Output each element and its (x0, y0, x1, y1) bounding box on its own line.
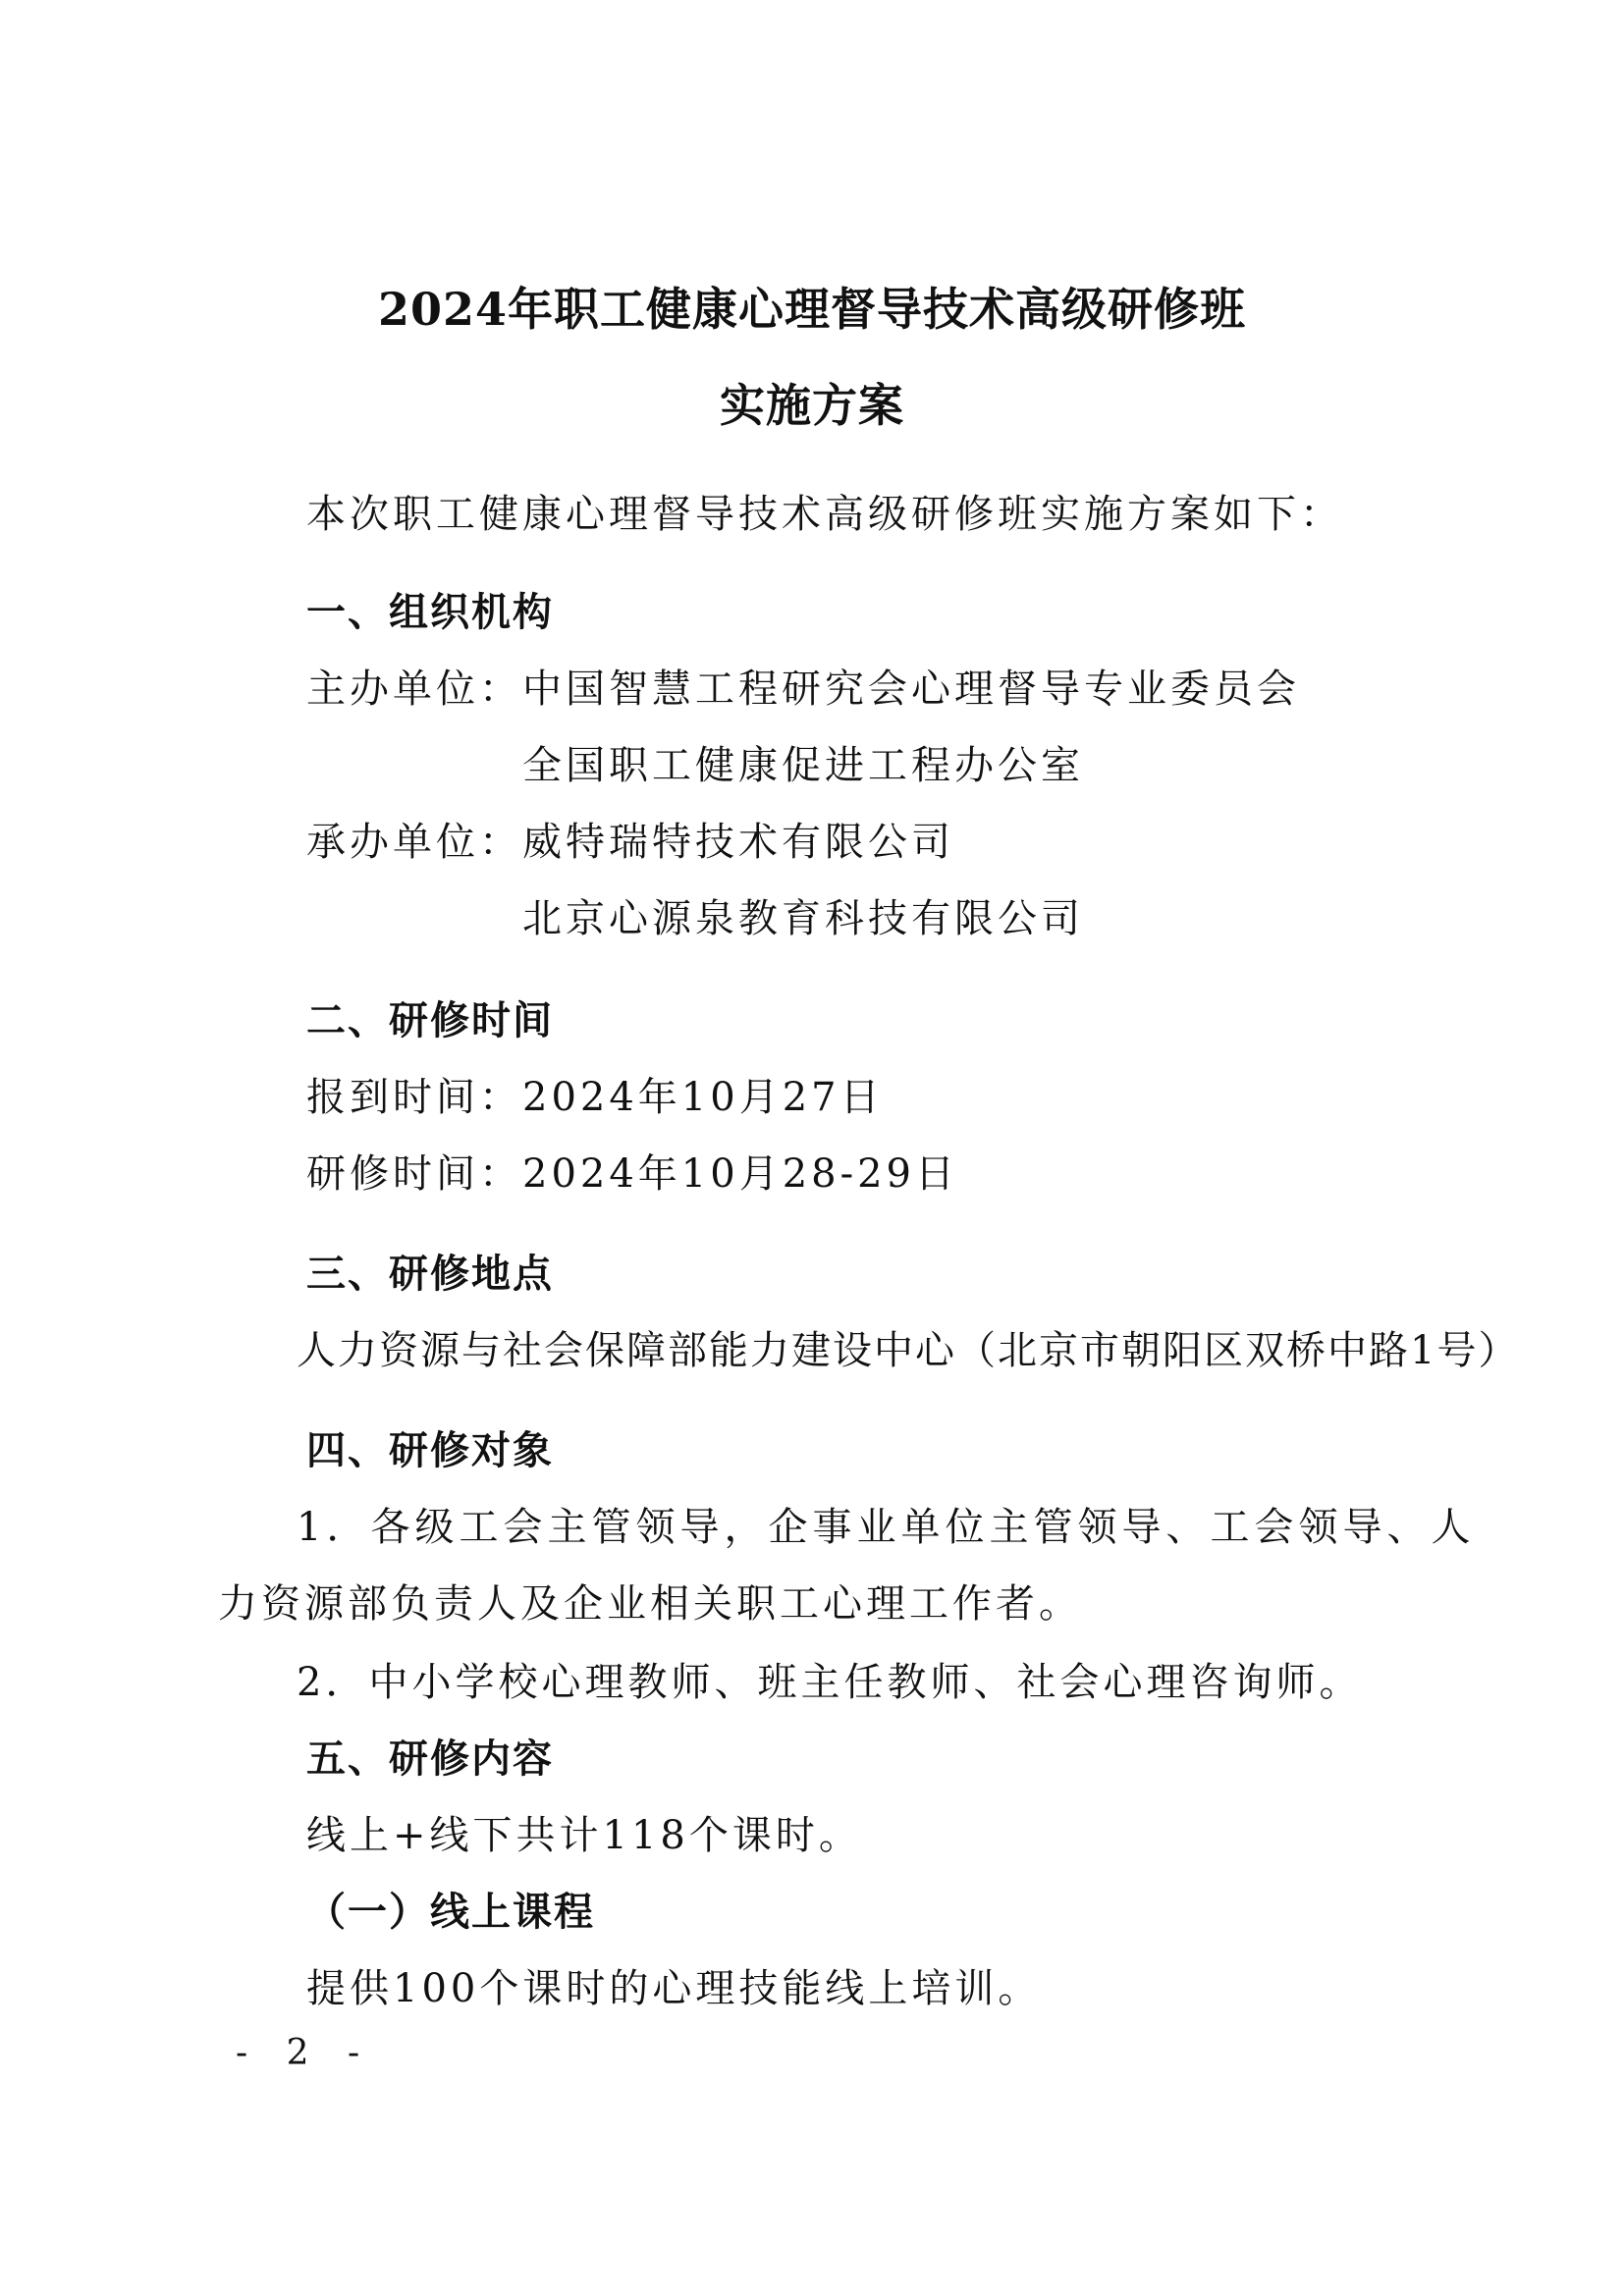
content-summary: 线上+线下共计118个课时。 (306, 1813, 862, 1858)
organizer-org-2: 北京心源泉教育科技有限公司 (522, 896, 1084, 941)
organizer-label: 承办单位： (306, 820, 522, 865)
section-heading-content: 五、研修内容 (306, 1735, 554, 1782)
document-title-line1: 2024年职工健康心理督导技术高级研修班 (377, 283, 1247, 336)
intro-paragraph: 本次职工健康心理督导技术高级研修班实施方案如下： (306, 492, 1343, 537)
host-label: 主办单位： (306, 667, 522, 712)
section-heading-location: 三、研修地点 (306, 1251, 554, 1297)
location-text: 人力资源与社会保障部能力建设中心（北京市朝阳区双桥中路1号） (297, 1328, 1520, 1373)
document-title-line2: 实施方案 (720, 379, 904, 432)
organizer-org-1: 威特瑞特技术有限公司 (522, 820, 954, 865)
checkin-time: 报到时间：2024年10月27日 (306, 1075, 884, 1120)
study-time: 研修时间：2024年10月28-29日 (306, 1151, 959, 1197)
section-heading-time: 二、研修时间 (306, 997, 554, 1043)
participants-item-2: 2．中小学校心理教师、班主任教师、社会心理咨询师。 (297, 1660, 1363, 1705)
participants-item-1-line-2: 力资源部负责人及企业相关职工心理工作者。 (218, 1581, 1082, 1627)
online-course-text: 提供100个课时的心理技能线上培训。 (306, 1966, 1042, 2011)
participants-item-1-line-1: 1．各级工会主管领导，企事业单位主管领导、工会领导、人 (297, 1505, 1476, 1550)
section-heading-organization: 一、组织机构 (306, 589, 554, 635)
host-org-1: 中国智慧工程研究会心理督导专业委员会 (522, 667, 1300, 712)
section-heading-participants: 四、研修对象 (306, 1427, 554, 1473)
page-number: - 2 - (236, 2033, 374, 2073)
subsection-heading-online: （一）线上课程 (306, 1889, 595, 1935)
host-org-2: 全国职工健康促进工程办公室 (522, 743, 1084, 788)
